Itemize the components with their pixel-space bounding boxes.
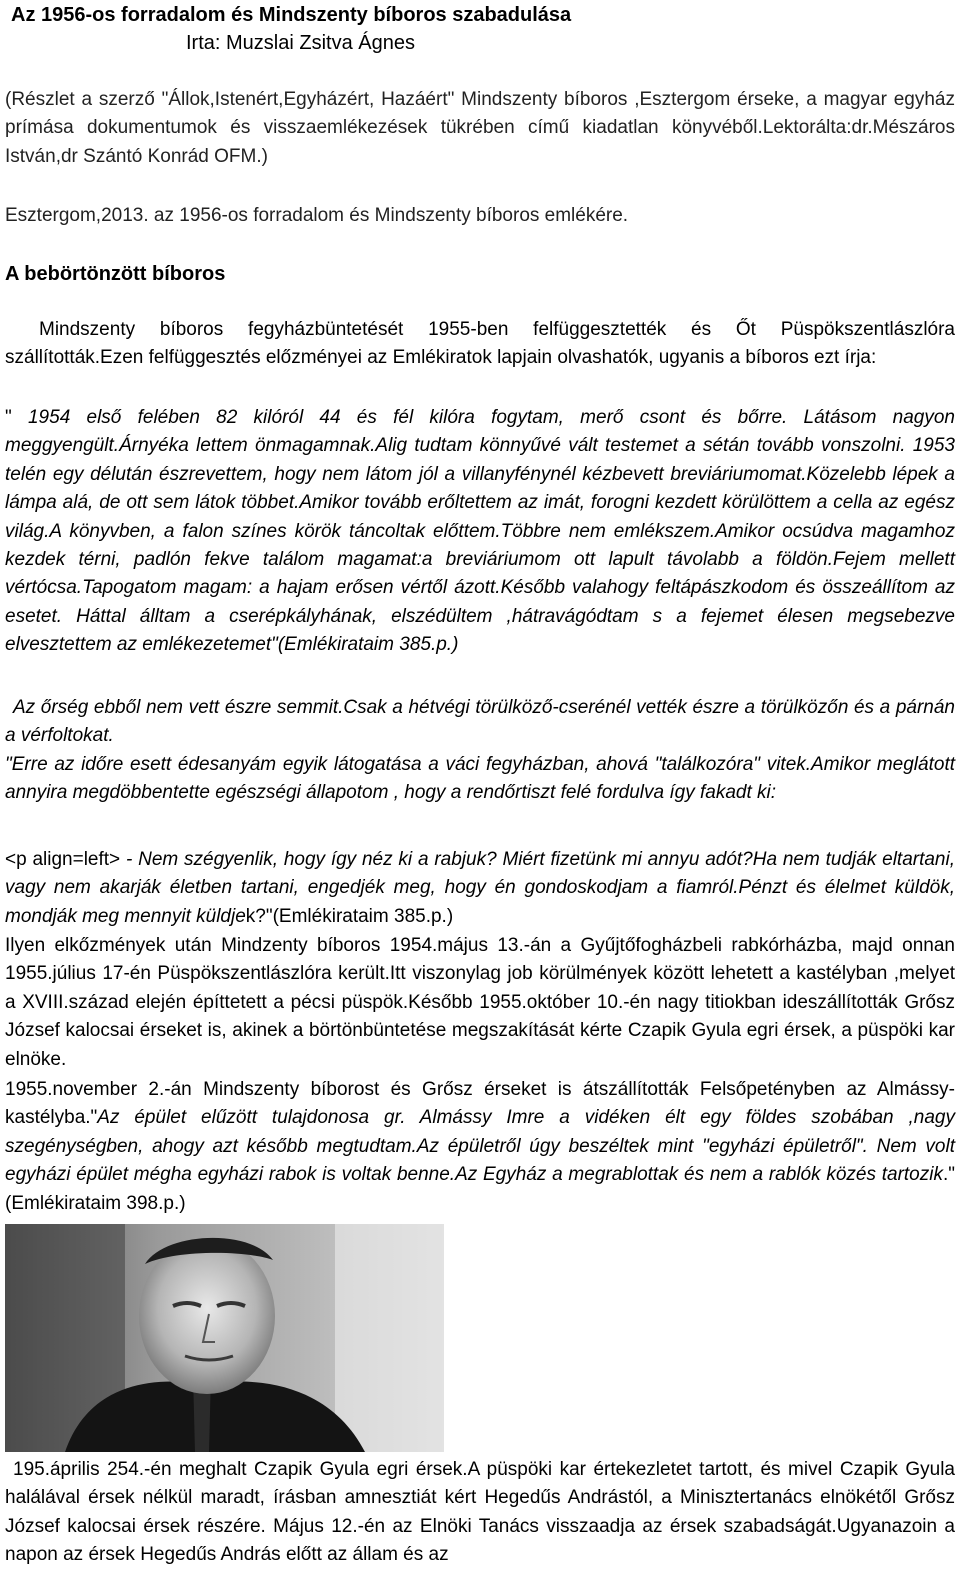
author-line: Irta: Muzslai Zsitva Ágnes <box>186 32 415 54</box>
quote-text: 1954 első felében 82 kilóról 44 és fél kilóra fogytam, merő csont és bőrre. Látásom nagyon meggyengült.Árnyéka lettem önmagamnak.Alig tudtam könnyűvé vált testemet a sétán tovább vonszolni. 1953 telén egy délután észrevettem, hogy nem látom jól a villanyfénynél kézbevett breviáriumomat.Közelebb lépek a lámpa alá, de ott sem látok többet.Amikor tovább erőltettem az imát, forogni kezdett körülöttem a cella az egész világ.A könyvben, a falon színes körök táncoltak előttem.Többre nem emlékszem.Amikor ocsúdva magamhoz kezdek térni, padlón fekve találom magamat:a breviáriumom ott lapult távolabb a földön.Fejem mellett vértócsa.Tapogatom magam: a hajam erősen vértől ázott.Később valahogy feltápászkodom és összeállítom az esetet. Háttal álltam a cserépkályhának, elszédültem ,hátravágódtam s a fejemet élesen megsebezve elvesztettem az emlékezetemet"(Emlékirataim 385.p.) <box>5 407 955 656</box>
paragraph-3: "Erre az időre esett édesanyám egyik látogatása a váci fegyházban, ahová "találkozóra" vitek.Amikor meglátott annyira megdöbbentette egészségi állapotom , hogy a rendőrtiszt felé fordulva így fakadt ki: <box>5 754 955 804</box>
document-title: Az 1956-os forradalom és Mindszenty bíboros szabadulása <box>11 4 572 26</box>
paragraph-7: 195.április 254.-én meghalt Czapik Gyula egri érsek.A püspöki kar értekezletet tartott, és mivel Czapik Gyula halálával érsek nélkül maradt, írásban amnesztiát kért Hegedűs Andrástól, a Minisztertanács elnökétől Grősz József kalocsai érsek részére. Május 12.-én az Elnöki Tanács visszaadja az érsek szabadságát.Ugyanazoin a napon az érsek Hegedűs András előtt az állam és az <box>5 1459 955 1566</box>
paragraph-6-quote: Az épület elűzött tulajdonosa gr. Almássy Imre a vidéken élt egy földes szobában ,nagy szegénységben, ahogy azt később megtudtam.Az épületről úgy beszéltek mint "egyházi épületről". Nem volt egyházi épület mégha egyházi rabok is voltak benne.Az Egyház a megrablottak és nem a rablók közés tartozik <box>5 1107 955 1186</box>
raw-html-tag: <p align=left> <box>5 849 121 870</box>
intro-paragraph: (Részlet a szerző "Állok,Istenért,Egyházért, Hazáért" Mindszenty bíboros ,Esztergom érseke, a magyar egyház prímása dokumentumok és visszaemlékezések tükrében című kiadatlan könyvéből.Lektorálta:dr.Mészáros István,dr Szántó Konrád OFM.) <box>5 89 955 167</box>
paragraph-5: Ilyen elkőzmények után Mindzenty bíboros 1954.május 13.-án a Gyűjtőfogházbeli rabkórházba, majd onnan 1955.július 17-én Püspökszentlászlóra került.Itt viszonylag job körülmények között lehetett a kastélyban ,melyet a XVIII.század elején építtetett a pécsi püspök.Később 1955.október 10.-én nagy titiokban ideszállították Grősz József kalocsai érseket is, akinek a börtönbüntetése megszakítását kérte Czapik Gyula egri érsek, a püspöki kar elnöke. <box>5 935 955 1070</box>
paragraph-6 <box>5 1076 955 1218</box>
quote-open-mark: " <box>5 407 12 428</box>
paragraph-6-citation: ."(Emlékirataim 398.p.) <box>5 1164 955 1214</box>
paragraph-1: Mindszenty bíboros fegyházbüntetését 1955-ben felfüggesztették és Őt Püspökszentlászlóra szállították.Ezen felfüggesztés előzményei az Emlékiratok lapjain olvashatók, ugyanis a bíboros ezt írja: <box>5 319 955 369</box>
section-heading: A bebörtönzött bíboros <box>5 263 226 285</box>
paragraph-6-lead: 1955.november 2.-án Mindszenty bíborost és Grősz érseket is átszállították Felsőpetényben az Almássy-kastélyba." <box>5 1079 955 1129</box>
mother-quote: - Nem szégyenlik, hogy így néz ki a rabjuk? Miért fizetünk mi annyu adót?Ha nem tudják eltartani, vagy nem akarják életben tartani, engedjék meg, hogy én gondoskodjam a fiamról.Pénzt és élelmet küldök, mondják meg mennyit küldje <box>5 849 955 927</box>
citation: k?"(Emlékirataim 385.p.) <box>245 905 454 927</box>
paragraph-2: Az őrség ebből nem vett észre semmit.Csak a hétvégi törülköző-cserénél vették észre a törülközőn és a párnán a vérfoltokat. <box>5 697 955 747</box>
portrait-photo <box>5 1224 444 1452</box>
portrait-photo-icon <box>5 1224 444 1452</box>
dateline: Esztergom,2013. az 1956-os forradalom és Mindszenty bíboros emlékére. <box>5 205 629 226</box>
memoir-quote <box>5 404 955 660</box>
paragraph-4 <box>5 846 955 931</box>
